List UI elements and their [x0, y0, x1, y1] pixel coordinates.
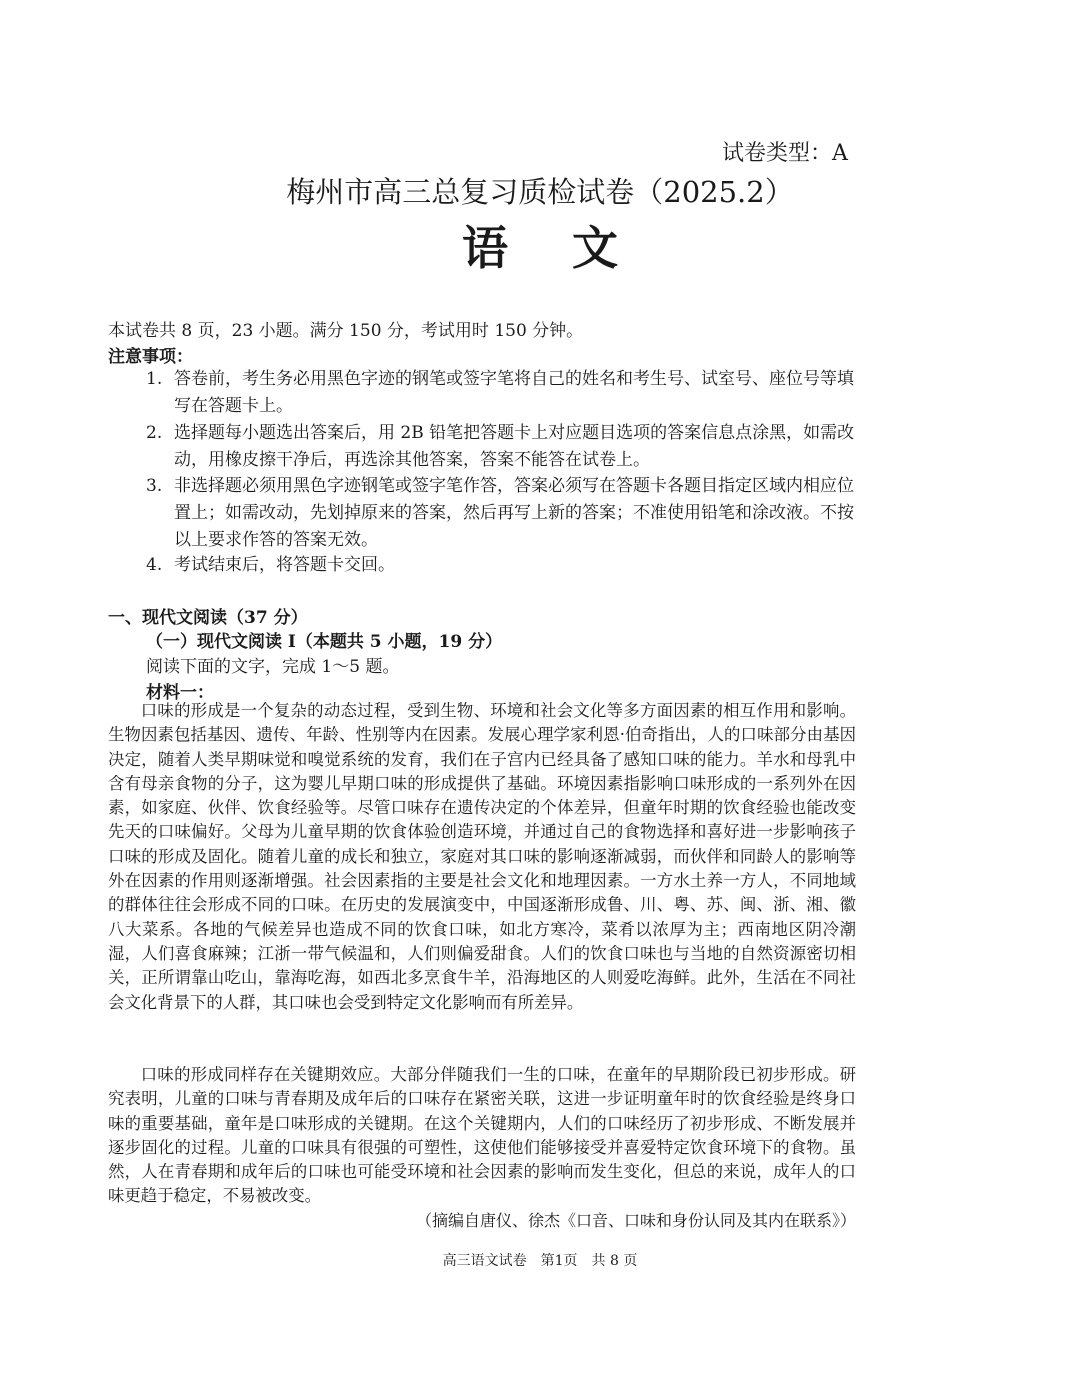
note-item — [146, 473, 862, 554]
note-number: 4. — [146, 555, 163, 575]
page-footer: 高三语文试卷 第1页 共 8 页 — [442, 1253, 638, 1269]
subsection-title: （一）现代文阅读 I（本题共 5 小题，19 分） — [146, 632, 503, 652]
section-title: 一、现代文阅读（37 分） — [108, 608, 308, 628]
reading-instruction: 阅读下面的文字，完成 1～5 题。 — [146, 657, 400, 677]
note-item — [146, 420, 862, 474]
source-citation: （摘编自唐仪、徐杰《口音、口味和身份认同及其内在联系》） — [415, 1211, 856, 1230]
exam-intro: 本试卷共 8 页，23 小题。满分 150 分，考试用时 150 分钟。 — [108, 321, 584, 341]
note-text: 考试结束后，将答题卡交回。 — [174, 555, 395, 575]
note-number: 2. — [146, 423, 163, 443]
subject-title: 语文 — [462, 221, 682, 275]
material-label: 材料一： — [146, 683, 214, 703]
note-text: 答卷前，考生务必用黑色字迹的钢笔或签字笔将自己的姓名和考生号、试室号、座位号等填写在答题卡上。 — [174, 369, 854, 416]
note-number: 1. — [146, 369, 163, 389]
note-item — [146, 552, 862, 579]
note-text: 选择题每小题选出答案后，用 2B 铅笔把答题卡上对应题目选项的答案信息点涂黑，如需改动，用橡皮擦干净后，再选涂其他答案，答案不能答在试卷上。 — [174, 423, 855, 470]
notes-heading: 注意事项： — [108, 347, 193, 367]
note-item — [146, 366, 862, 420]
exam-title: 梅州市高三总复习质检试卷（2025.2） — [286, 175, 794, 209]
paper-type-label: 试卷类型：A — [722, 141, 848, 166]
note-number: 3. — [146, 476, 163, 496]
material-paragraph: 口味的形成同样存在关键期效应。大部分伴随我们一生的口味，在童年的早期阶段已初步形成。研究表明，儿童的口味与青春期及成年后的口味存在紧密关联，这进一步证明童年时的饮食经验是终身口味的重要基础，童年是口味形成的关键期。在这个关键期内，人们的口味经历了初步形成、不断发展并逐步固化的过程。儿童的口味具有很强的可塑性，这使他们能够接受并喜爱特定饮食环境下的食物。虽然，人在青春期和成年后的口味也可能受环境和社会因素的影响而发生变化，但总的来说，成年人的口味更趋于稳定，不易被改变。 — [108, 1065, 856, 1206]
note-text: 非选择题必须用黑色字迹钢笔或签字笔作答，答案必须写在答题卡各题目指定区域内相应位置上；如需改动，先划掉原来的答案，然后再写上新的答案；不准使用铅笔和涂改液。不按以上要求作答的答案无效。 — [174, 476, 854, 550]
material-paragraph: 口味的形成是一个复杂的动态过程，受到生物、环境和社会文化等多方面因素的相互作用和影响。生物因素包括基因、遗传、年龄、性别等内在因素。发展心理学家利恩·伯奇指出，人的口味部分由基因决定，随着人类早期味觉和嗅觉系统的发育，我们在子宫内已经具备了感知口味的能力。羊水和母乳中含有母亲食物的分子，这为婴儿早期口味的形成提供了基础。环境因素指影响口味形成的一系列外在因素，如家庭、伙伴、饮食经验等。尽管口味存在遗传决定的个体差异，但童年时期的饮食经验也能改变先天的口味偏好。父母为儿童早期的饮食体验创造环境，并通过自己的食物选择和喜好进一步影响孩子口味的形成及固化。随着儿童的成长和独立，家庭对其口味的影响逐渐减弱，而伙伴和同龄人的影响等外在因素的作用则逐渐增强。社会因素指的主要是社会文化和地理因素。一方水土养一方人，不同地域的群体往往会形成不同的口味。在历史的发展演变中，中国逐渐形成鲁、川、粤、苏、闽、浙、湘、徽八大菜系。各地的气候差异也造成不同的饮食口味，如北方寒冷，菜肴以浓厚为主；西南地区阴冷潮湿，人们喜食麻辣；江浙一带气候温和，人们则偏爱甜食。人们的饮食口味也与当地的自然资源密切相关，正所谓靠山吃山，靠海吃海，如西北多烹食牛羊，沿海地区的人则爱吃海鲜。此外，生活在不同社会文化背景下的人群，其口味也会受到特定文化影响而有所差异。 — [108, 701, 856, 1012]
